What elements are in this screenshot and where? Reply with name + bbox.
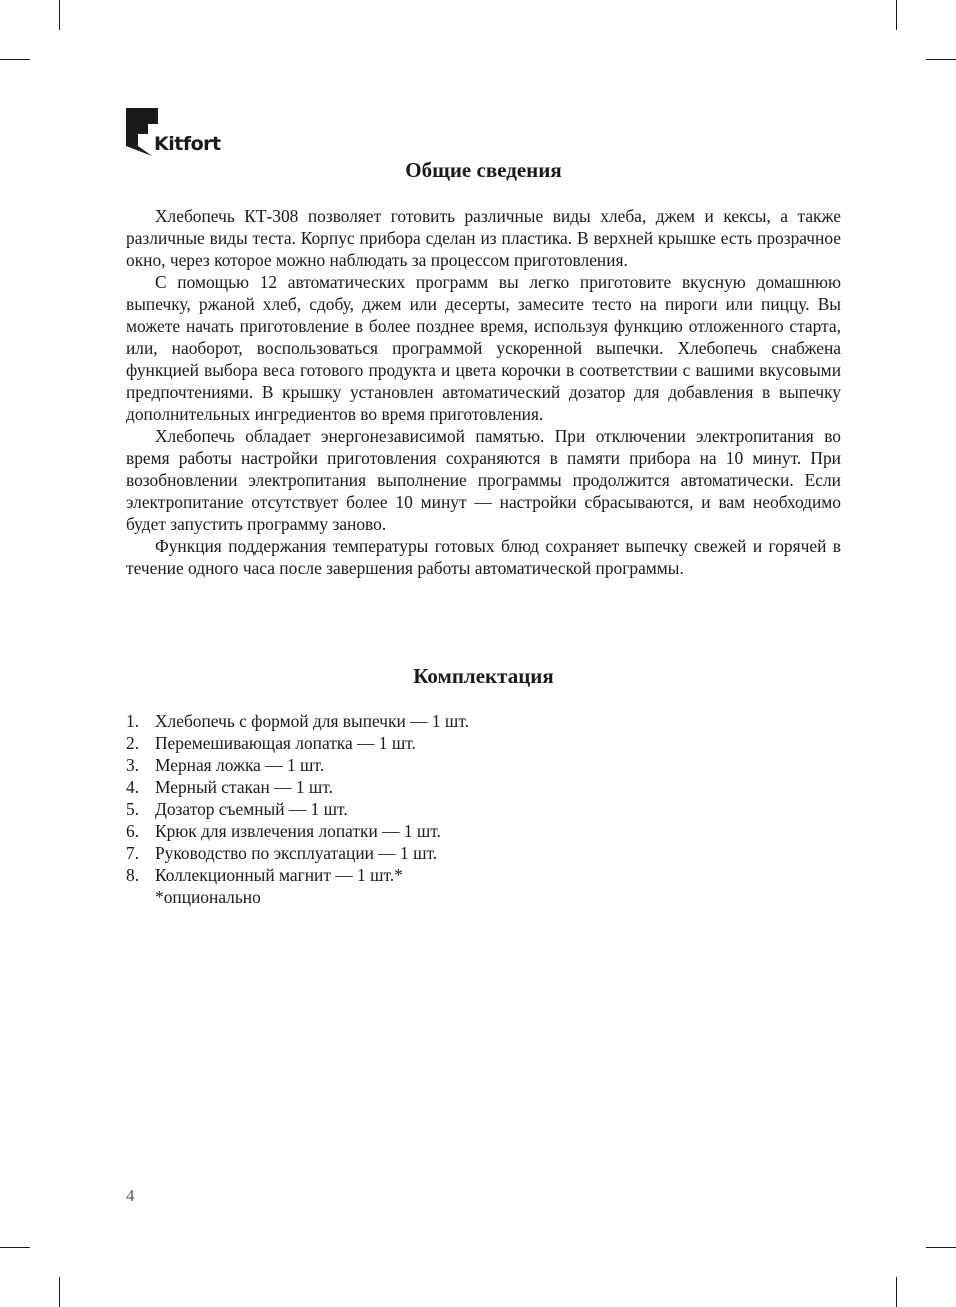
paragraph: Функция поддержания температуры готовых блюд сохраняет выпечку свежей и горячей в течение одного часа после завершения работы автоматической программы. bbox=[126, 536, 841, 578]
list-item bbox=[126, 842, 841, 864]
paragraph: С помощью 12 автоматических программ вы легко приготовите вкусную домашнюю выпечку, ржаной хлеб, сдобу, джем или десерты, замесите тесто на пироги или пиццу. Вы можете начать приготовление в более позднее время, используя функцию отложенного старта, или, наоборот, воспользоваться программой ускоренной выпечки. Хлебопечь снабжена функцией выбора веса готового продукта и цвета корочки в соответствии с вашими вкусовыми предпочтениями. В крышку установлен автоматический дозатор для добавления в выпечку дополнительных ингредиентов во время приготовления. bbox=[126, 272, 841, 424]
crop-mark-bottom-right-horizontal bbox=[926, 1247, 956, 1248]
crop-mark-bottom-left-vertical bbox=[59, 1277, 60, 1307]
section-title-general: Общие сведения bbox=[405, 158, 562, 182]
kit-footnote: *опционально bbox=[155, 887, 261, 907]
section-title-kit: Комплектация bbox=[413, 664, 554, 688]
list-item bbox=[126, 776, 841, 798]
list-item-text: Руководство по эксплуатации — 1 шт. bbox=[155, 843, 438, 863]
paragraph: Хлебопечь обладает энергонезависимой памятью. При отключении электропитания во время работы настройки приготовления сохраняются в памяти прибора на 10 минут. При возобновлении электропитания выполнение программы продолжится автоматически. Если электропитание отсутствует более 10 минут — настройки сбрасываются, и вам необходимо будет запустить программу заново. bbox=[126, 426, 841, 534]
list-item-text: Дозатор съемный — 1 шт. bbox=[155, 799, 348, 819]
kit-list bbox=[126, 710, 841, 886]
general-section-body bbox=[126, 205, 841, 579]
list-item-number: 4. bbox=[126, 777, 140, 797]
crop-mark-top-right-vertical bbox=[896, 0, 897, 30]
crop-mark-top-left-horizontal bbox=[0, 59, 30, 60]
list-item-text: Хлебопечь с формой для выпечки — 1 шт. bbox=[155, 711, 469, 731]
brand-name: Kitfort bbox=[154, 133, 221, 155]
crop-mark-top-right-horizontal bbox=[926, 59, 956, 60]
list-item-number: 6. bbox=[126, 821, 140, 841]
list-item-number: 8. bbox=[126, 865, 140, 885]
list-item bbox=[126, 732, 841, 754]
list-item-text: Мерный стакан — 1 шт. bbox=[155, 777, 333, 797]
crop-mark-bottom-left-horizontal bbox=[0, 1247, 30, 1248]
list-item-text: Мерная ложка — 1 шт. bbox=[155, 755, 325, 775]
list-item-text: Перемешивающая лопатка — 1 шт. bbox=[155, 733, 416, 753]
crop-mark-bottom-right-vertical bbox=[896, 1277, 897, 1307]
list-item-number: 3. bbox=[126, 755, 140, 775]
list-item-number: 1. bbox=[126, 711, 140, 731]
list-item-number: 2. bbox=[126, 733, 140, 753]
list-item-number: 7. bbox=[126, 843, 140, 863]
list-item bbox=[126, 820, 841, 842]
page-number: 4 bbox=[126, 1186, 135, 1205]
list-item-text: Коллекционный магнит — 1 шт.* bbox=[155, 865, 403, 885]
list-item bbox=[126, 864, 841, 886]
list-item bbox=[126, 710, 841, 732]
list-item-number: 5. bbox=[126, 799, 140, 819]
list-item bbox=[126, 754, 841, 776]
brand-logo bbox=[126, 108, 236, 158]
list-item-text: Крюк для извлечения лопатки — 1 шт. bbox=[155, 821, 441, 841]
list-item bbox=[126, 798, 841, 820]
paragraph: Хлебопечь КТ-308 позволяет готовить различные виды хлеба, джем и кексы, а также различные виды теста. Корпус прибора сделан из пластика. В верхней крышке есть прозрачное окно, через которое можно наблюдать за процессом приготовления. bbox=[126, 206, 841, 270]
crop-mark-top-left-vertical bbox=[59, 0, 60, 30]
